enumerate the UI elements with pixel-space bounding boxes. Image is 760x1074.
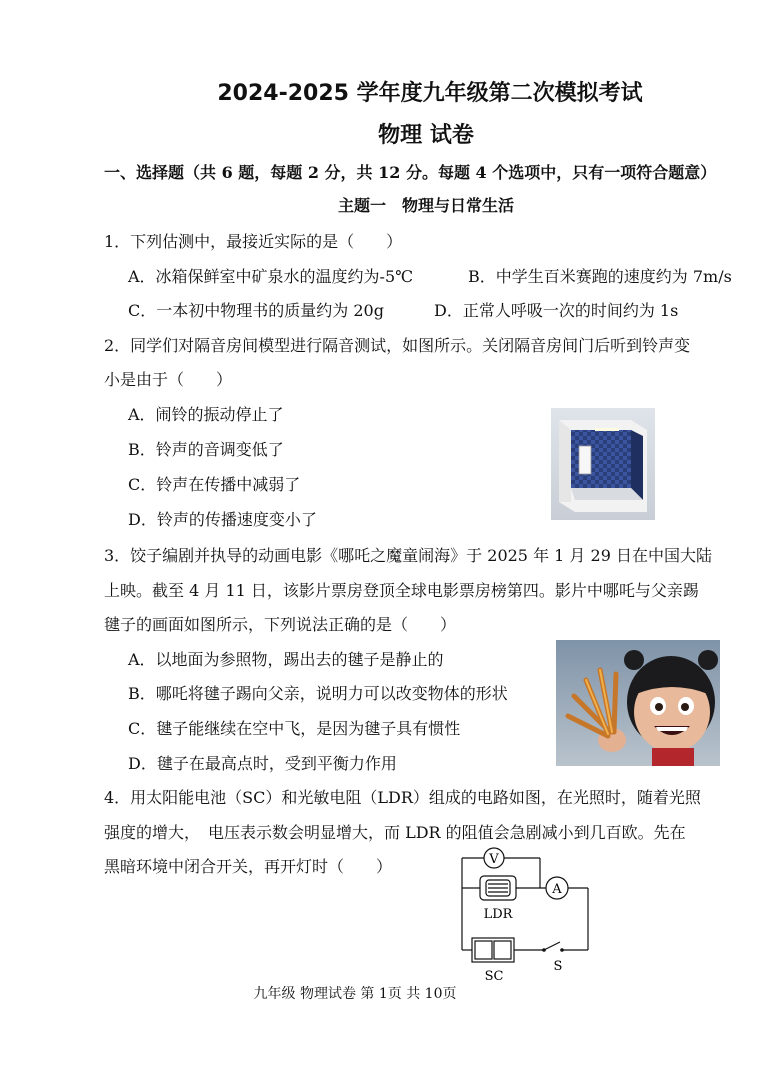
q3-option-c: C．毽子能继续在空中飞，是因为毽子具有惯性 [128, 719, 461, 738]
q3-stem-line1: 3．饺子编剧并执导的动画电影《哪吒之魔童闹海》于 2025 年 1 月 29 日在中国大陆 [104, 546, 712, 565]
switch-blade [544, 942, 560, 950]
q2-option-b: B．铃声的音调变低了 [128, 440, 284, 459]
ammeter-label: A [552, 882, 562, 897]
circuit-diagram [448, 844, 594, 984]
topic-heading: 主题一 物理与日常生活 [337, 196, 514, 215]
q3-option-b: B．哪吒将毽子踢向父亲，说明力可以改变物体的形状 [128, 684, 508, 703]
q2-option-a: A．闹铃的振动停止了 [128, 405, 284, 424]
page-footer: 九年级 物理试卷 第 1页 共 10页 [253, 986, 457, 1002]
q3-stem-line3: 毽子的画面如图所示，下列说法正确的是（ ） [104, 615, 457, 634]
soundproof-room-image [551, 408, 655, 520]
q4-stem-line2: 强度的增大， 电压表示数会明显增大，而 LDR 的阻值会急剧减小到几百欧。先在 [104, 823, 686, 842]
q2-stem-line1: 2．同学们对隔音房间模型进行隔音测试，如图所示。关闭隔音房间门后听到铃声变 [104, 336, 691, 355]
switch-label: S [553, 959, 563, 974]
q1-option-b: B．中学生百米赛跑的速度约为 7m/s [468, 267, 732, 286]
ldr-label: LDR [483, 907, 513, 922]
exam-title: 2024-2025 学年度九年级第二次模拟考试 [217, 81, 643, 106]
voltmeter-label: V [489, 852, 499, 867]
q2-stem-line2: 小是由于（ ） [104, 370, 233, 389]
q1-option-d: D．正常人呼吸一次的时间约为 1s [434, 301, 679, 320]
q2-option-d: D．铃声的传播速度变小了 [128, 510, 317, 529]
q3-option-a: A．以地面为参照物，踢出去的毽子是静止的 [128, 650, 444, 669]
q1-option-a: A．冰箱保鲜室中矿泉水的温度约为-5℃ [128, 267, 414, 286]
section-heading: 一、选择题（共 6 题，每题 2 分，共 12 分。每题 4 个选项中，只有一项符合题意） [104, 163, 717, 182]
q4-stem-line1: 4．用太阳能电池（SC）和光敏电阻（LDR）组成的电路如图，在光照时，随着光照 [104, 788, 701, 807]
sc-label: SC [484, 969, 504, 984]
nezha-shuttlecock-image [556, 640, 720, 766]
q1-option-c: C．一本初中物理书的质量约为 20g [128, 301, 384, 320]
exam-subtitle: 物理 试卷 [378, 123, 474, 148]
q2-option-c: C．铃声在传播中减弱了 [128, 475, 301, 494]
q1-stem: 1．下列估测中，最接近实际的是（ ） [104, 232, 403, 251]
q3-option-d: D．毽子在最高点时，受到平衡力作用 [128, 754, 397, 773]
q3-stem-line2: 上映。截至 4 月 11 日，该影片票房登顶全球电影票房榜第四。影片中哪吒与父亲踢 [104, 581, 699, 600]
q4-stem-line3: 黑暗环境中闭合开关，再开灯时（ ） [104, 857, 393, 876]
